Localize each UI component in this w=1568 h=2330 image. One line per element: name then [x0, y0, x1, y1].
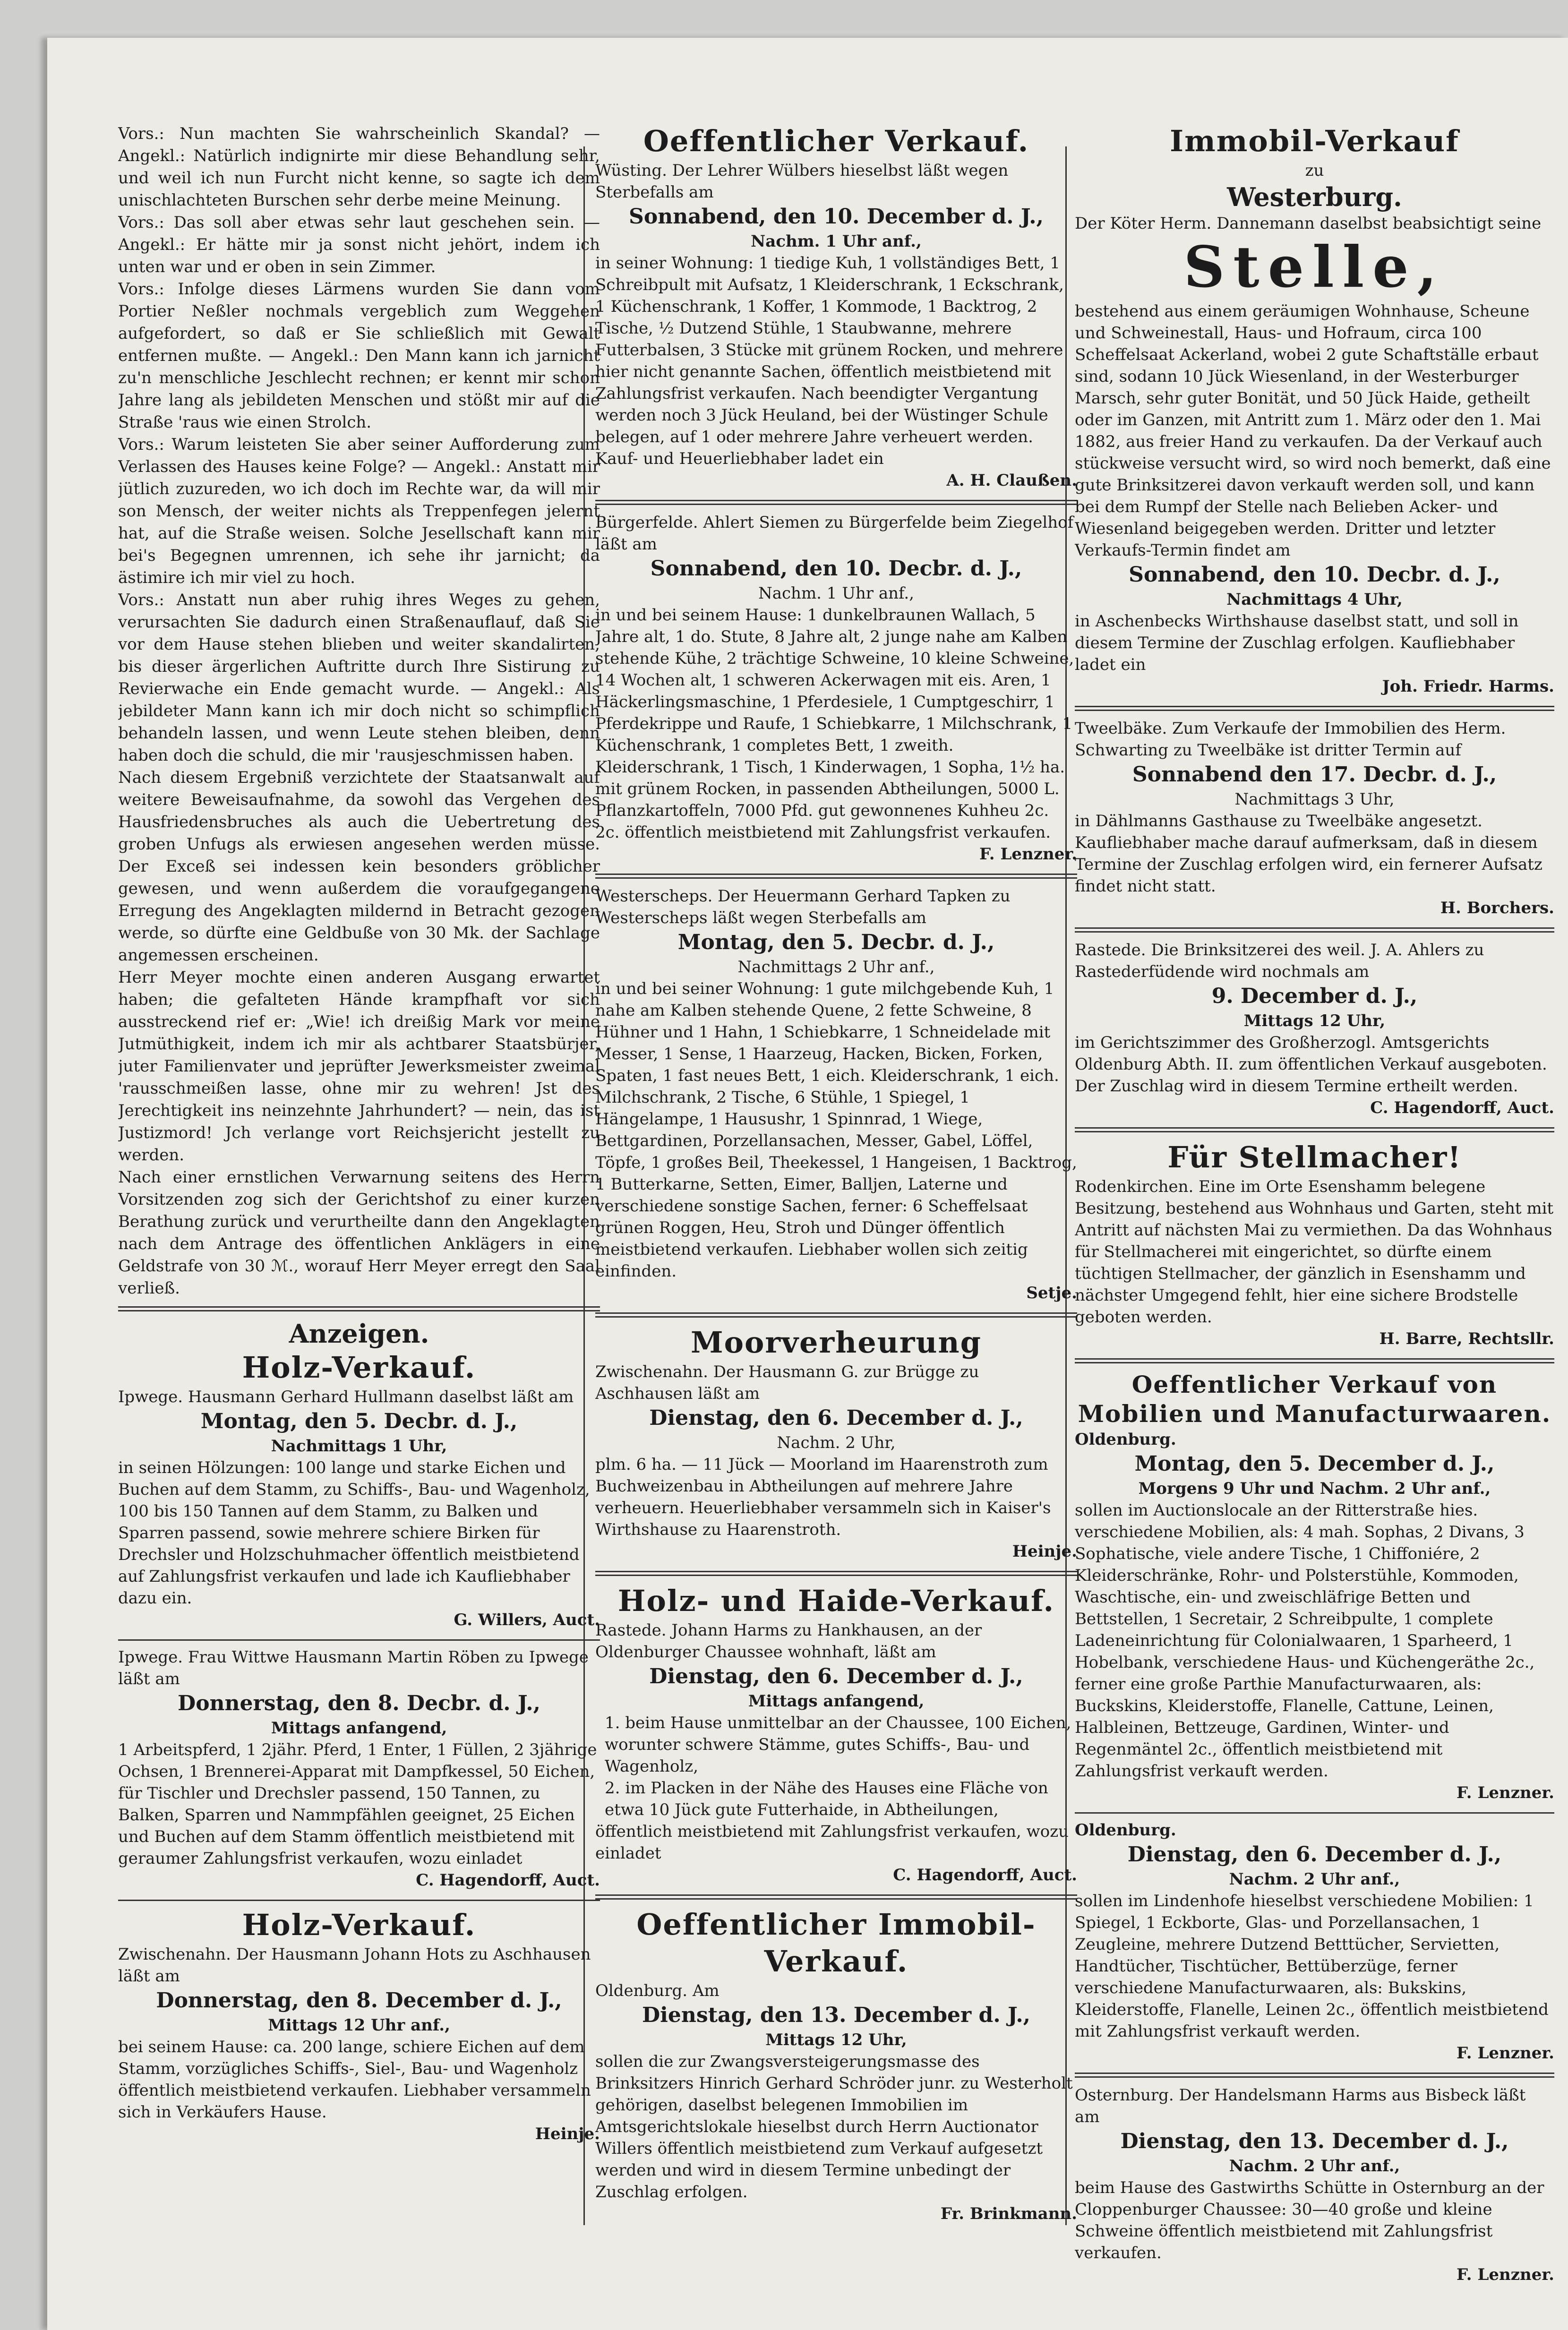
- ad-signature: Joh. Friedr. Harms.: [1382, 677, 1554, 696]
- ad-body: in seinen Hölzungen: 100 lange und starke Eichen und Buchen auf dem Stamm, zu Schiffs-, Bau- und Wagenholz, 100 bis 150 Tannen auf dem Stamm, zu Balken und Sparren passend, sowie mehrere schiere Birken für Drechsler und Holzschuhmacher öffentlich meistbietend auf Zahlungsfrist verkaufen und lade ich Kaufliebhaber dazu ein.: [118, 1458, 590, 1608]
- column-left: [118, 123, 600, 2153]
- ad-title: Holz-Verkauf.: [242, 1350, 476, 1385]
- ad-intro: Bürgerfelde. Ahlert Siemen zu Bürgerfelde beim Ziegelhof läßt am: [595, 513, 1074, 554]
- advertisement: [1075, 123, 1554, 697]
- court-paragraph: Nach diesem Ergebniß verzichtete der Staatsanwalt auf weitere Beweisaufnahme, da sowohl das Vergehen des Hausfriedensbruches als auch die Uebertretung des groben Unfugs als erwiesen angesehen werden müsse. Der Exceß sei indessen kein besonders gröblicher gewesen, und wenn außerdem die voraufgegangene Erregung des Angeklagten mildernd in Betracht gezogen werde, so dürfte eine Geldbuße von 30 Mk. der Sachlage angemessen erscheinen.: [118, 768, 600, 965]
- ad-divider: [1075, 706, 1554, 711]
- ad-body: öffentlich meistbietend mit Zahlungsfrist verkaufen, wozu einladet: [595, 1822, 1069, 1863]
- ad-signature: G. Willers, Auct.: [454, 1610, 600, 1629]
- advertisement: [595, 512, 1077, 865]
- section-heading-anzeigen: Anzeigen.: [289, 1319, 429, 1349]
- ad-intro: Ipwege. Frau Wittwe Hausmann Martin Röben zu Ipwege läßt am: [118, 1648, 589, 1688]
- ad-body: in und bei seinem Hause: 1 dunkelbraunen Wallach, 5 Jahre alt, 1 do. Stute, 8 Jahre alt, 2 junge nahe am Kalben stehende Kühe, 2 trächtige Schweine, 10 kleine Schweine, 14 Wochen alt, 1 schweren Ackerwagen mit eis. Aren, 1 Häckerlingsmaschine, 1 Pferdesiele, 1 Cumptgeschirr, 1 Pferdekrippe und Raufe, 1 Schiebkarre, 1 Milchschrank, 1 Küchenschrank, 1 completes Bett, 1 zweith. Kleiderschrank, 1 Tisch, 1 Kinderwagen, 1 Sopha, 1½ ha. mit grünem Rocken, in passenden Abtheilungen, 5000 L. Pflanzkartoffeln, 7000 Pfd. gut gewonnenes Kuhheu 2c. 2c. öffentlich meistbietend mit Zahlungsfrist verkaufen.: [595, 606, 1074, 842]
- ad-time: Nachmittags 3 Uhr,: [1234, 790, 1395, 809]
- newspaper-page: [47, 38, 1568, 2330]
- ad-time: Morgens 9 Uhr und Nachm. 2 Uhr anf.,: [1138, 1479, 1491, 1498]
- ad-signature: H. Barre, Rechtsllr.: [1379, 1329, 1554, 1348]
- advertisement: [595, 123, 1077, 491]
- ad-intro: Oldenburg.: [1075, 1821, 1176, 1840]
- ad-intro: Ipwege. Hausmann Gerhard Hullmann daselbst läßt am: [118, 1388, 574, 1406]
- ad-date: Sonnabend, den 10. Decbr. d. J.,: [650, 557, 1022, 581]
- ad-divider: [595, 1571, 1077, 1576]
- ad-divider: [1075, 1127, 1554, 1132]
- ad-date: 9. December d. J.,: [1211, 984, 1418, 1008]
- ad-body: in Dählmanns Gasthause zu Tweelbäke angesetzt. Kaufliebhaber mache darauf aufmerksam, daß in diesem Termine der Zuschlag erfolgen wird, ein fernerer Aufsatz findet nicht statt.: [1075, 812, 1542, 896]
- advertisement: [1075, 1139, 1554, 1350]
- court-paragraph: Vors.: Das soll aber etwas sehr laut geschehen sein. — Angekl.: Er hätte mir ja sonst nicht jehört, indem ich unten war und er oben in sein Zimmer.: [118, 213, 600, 276]
- ad-intro: Wüsting. Der Lehrer Wülbers hieselbst läßt wegen Sterbefalls am: [595, 161, 1009, 202]
- ad-divider: [118, 1900, 600, 1901]
- ad-time: Nachm. 1 Uhr anf.,: [751, 232, 922, 251]
- ad-signature: A. H. Claußen.: [946, 471, 1077, 490]
- ad-time: Nachm. 2 Uhr anf.,: [1229, 1870, 1400, 1889]
- ad-intro: Zwischenahn. Der Hausmann Johann Hots zu Aschhausen läßt am: [118, 1945, 591, 1986]
- ad-date: Sonnabend, den 10. Decbr. d. J.,: [1129, 563, 1500, 587]
- ad-signature: Setje.: [1026, 1284, 1077, 1302]
- ad-body: 1 Arbeitspferd, 1 2jähr. Pferd, 1 Enter, 1 Füllen, 2 3jährige Ochsen, 1 Brennerei-Apparat mit Dampfkessel, 50 Eichen, für Tischler und Drechsler passend, 150 Tannen, zu Balken, Sparren und Nammpfählen geeignet, 25 Eichen und Buchen auf dem Stamm öffentlich meistbietend mit geraumer Zahlungsfrist verkaufen, wozu einladet: [118, 1740, 597, 1868]
- ad-intro: Oldenburg.: [1075, 1430, 1176, 1449]
- court-paragraph: Nach einer ernstlichen Verwarnung seitens des Herrn Vorsitzenden zog sich der Gerichtshof zu einer kurzen Berathung zurück und verurtheilte dann den Angeklagten nach dem Antrage des öffentlichen Anklägers in eine Geldstrafe von 30 ℳ., worauf Herr Meyer erregt den Saal verließ.: [118, 1168, 600, 1298]
- ad-signature: F. Lenzner.: [1457, 2044, 1554, 2063]
- ad-signature: C. Hagendorff, Auct.: [893, 1866, 1077, 1885]
- ad-divider: [595, 500, 1077, 505]
- ad-time: Mittags 12 Uhr,: [1243, 1011, 1386, 1030]
- ad-intro: Der Köter Herm. Dannemann daselbst beabsichtigt seine: [1075, 214, 1542, 233]
- ad-body: in und bei seiner Wohnung: 1 gute milchgebende Kuh, 1 nahe am Kalben stehende Quene, 2 fette Schweine, 8 Hühner und 1 Hahn, 1 Schiebkarre, 1 Schneidelade mit Messer, 1 Sense, 1 Haarzeug, Hacken, Bicken, Forken, Spaten, 1 fast neues Bett, 1 eich. Kleiderschrank, 1 eich. Milchschrank, 2 Tische, 6 Stühle, 1 Spiegel, 1 Hängelampe, 1 Hausushr, 1 Spinnrad, 1 Wiege, Bettgardinen, Porzellansachen, Messer, Gabel, Löffel, Töpfe, 1 großes Beil, Theekessel, 1 Hangeisen, 1 Backtrog, 1 Butterkarne, Setten, Eimer, Balljen, Laterne und verschiedene sonstige Sachen, ferner: 6 Scheffelsaat grünen Roggen, Heu, Stroh und Dünger öffentlich meistbietend verkaufen. Liebhaber wollen sich zeitig einfinden.: [595, 979, 1077, 1281]
- ad-intro: Tweelbäke. Zum Verkaufe der Immobilien des Herm. Schwarting zu Tweelbäke ist dritter Termin auf: [1075, 719, 1506, 760]
- ad-signature: F. Lenzner.: [1457, 1783, 1554, 1802]
- court-paragraph: Vors.: Anstatt nun aber ruhig ihres Weges zu gehen, verursachten Sie dadurch einen Straßenauflauf, daß Sie vor dem Hause stehen blieben und weiter skandalirten, bis dieser ärgerlichen Auftritte durch Ihre Sistirung zu Revierwache ein Ende gemacht wurde. — Angekl.: Als jebildeter Mann kann ich mir doch nicht so schimpflich behandeln lassen, und wenn Leute stehen bleiben, denn haben doch die schuld, die mir 'rausjeschmissen haben.: [118, 591, 600, 765]
- ad-intro: Zwischenahn. Der Hausmann G. zur Brügge zu Aschhausen läßt am: [595, 1362, 979, 1403]
- ad-time: Mittags 12 Uhr,: [765, 2030, 907, 2049]
- ad-signature: F. Lenzner.: [979, 845, 1077, 864]
- ad-body: plm. 6 ha. — 11 Jück — Moorland im Haarenstroth zum Buchweizenbau in Abtheilungen auf mehrere Jahre verheuern. Heuerliebhaber versammeln sich in Kaiser's Wirthshause zu Haarenstroth.: [595, 1455, 1051, 1539]
- advertisement: [595, 1324, 1077, 1562]
- ad-date: Sonnabend den 17. Decbr. d. J.,: [1132, 762, 1497, 787]
- advertisement: [1075, 1819, 1554, 2064]
- ad-time: Mittags anfangend,: [748, 1692, 925, 1711]
- ad-signature: H. Borchers.: [1440, 899, 1554, 917]
- ad-date: Dienstag, den 6. December d. J.,: [649, 1406, 1023, 1430]
- ad-body: im Gerichtszimmer des Großherzogl. Amtsgerichts Oldenburg Abth. II. zum öffentlichen Verkauf ausgeboten. Der Zuschlag wird in diesem Termine ertheilt werden.: [1075, 1033, 1547, 1096]
- ad-title: Oeffentlicher Immobil-Verkauf.: [636, 1907, 1036, 1979]
- court-paragraph: Vors.: Warum leisteten Sie aber seiner Aufforderung zum Verlassen des Hauses keine Folge? — Angekl.: Anstatt mir jütlich zuzureden, wo ich doch im Rechte war, da will mir son Mensch, der weiter nichts als Treppenfegen jelernt hat, auf die Straße weisen. Solche Jesellschaft kann mir bei's Begegnen umrennen, ich sehe ihr jarnicht; da ästimire ich mir viel zu hoch.: [118, 435, 600, 587]
- ad-body: in seiner Wohnung: 1 tiedige Kuh, 1 vollständiges Bett, 1 Schreibpult mit Aufsatz, 1 Kleiderschrank, 1 Eckschrank, 1 Küchenschrank, 1 Koffer, 1 Kommode, 1 Backtrog, 2 Tische, ½ Dutzend Stühle, 1 Staubwanne, mehrere Futterbalsen, 3 Stücke mit grünem Rocken, und mehrere hier nicht genannte Sachen, öffentlich meistbietend mit Zahlungsfrist verkaufen. Nach beendigter Vergantung werden noch 3 Jück Heuland, bei der Wüstinger Schule belegen, auf 1 oder mehrere Jahre verheuert werden. Kauf- und Heuerliebhaber ladet ein: [595, 254, 1064, 468]
- ad-date: Dienstag, den 13. December d. J.,: [642, 2003, 1030, 2027]
- ad-date: Sonnabend, den 10. December d. J.,: [629, 205, 1044, 229]
- ad-date: Montag, den 5. Decbr. d. J.,: [677, 930, 995, 954]
- ad-big-word: Stelle,: [1183, 234, 1446, 300]
- ad-title: Holz- und Haide-Verkauf.: [617, 1584, 1055, 1618]
- ad-divider: [595, 1312, 1077, 1318]
- ad-body: sollen im Auctionslocale an der Ritterstraße hies. verschiedene Mobilien, als: 4 mah. Sophas, 2 Divans, 3 Sophatische, viele andere Tische, 1 Chiffoniére, 2 Kleiderschränke, Rohr- und Polsterstühle, Kommoden, Waschtische, ein- und zweischläfrige Betten und Bettstellen, 1 Secretair, 2 Schreibpulte, 1 complete Ladeneinrichtung für Colonialwaaren, 1 Sparheerd, 1 Hobelbank, verschiedene Haus- und Küchengeräthe 2c., ferner eine große Parthie Manufacturwaaren, als: Buckskins, Kleiderstoffe, Flanelle, Cattune, Leinen, Halbleinen, Bettzeuge, Gardinen, Winter- und Regenmäntel 2c., öffentlich meistbietend mit Zahlungsfrist verkauft werden.: [1075, 1501, 1535, 1781]
- advertisement: [1075, 2084, 1554, 2286]
- court-paragraph: Vors.: Nun machten Sie wahrscheinlich Skandal? — Angekl.: Natürlich indignirte mir diese Behandlung sehr, und weil ich nun Furcht nicht kenne, so sagte ich dem unischlachteten Burschen sehr derbe meine Meinung.: [118, 124, 600, 210]
- column-middle: [595, 123, 1077, 2233]
- advertisement: [595, 885, 1077, 1304]
- ad-intro: Rastede. Die Brinksitzerei des weil. J. A. Ahlers zu Rastederfüdende wird nochmals am: [1075, 941, 1484, 981]
- ad-signature: C. Hagendorff, Auct.: [416, 1871, 600, 1890]
- ad-body: in Aschenbecks Wirthshause daselbst statt, und soll in diesem Termine der Zuschlag erfolgen. Kaufliebhaber ladet ein: [1075, 612, 1519, 674]
- ad-intro: Westerscheps. Der Heuermann Gerhard Tapken zu Westerscheps läßt wegen Sterbefalls am: [595, 887, 1011, 927]
- ad-divider: [1075, 1812, 1554, 1814]
- ad-time: Nachm. 2 Uhr anf.,: [1229, 2157, 1400, 2176]
- ad-date: Montag, den 5. Decbr. d. J.,: [200, 1409, 518, 1433]
- ad-intro: Oldenburg. Am: [595, 1981, 720, 2000]
- ad-divider: [118, 1639, 600, 1641]
- ad-intro: Osternburg. Der Handelsmann Harms aus Bisbeck läßt am: [1075, 2086, 1526, 2126]
- ad-subtitle: zu: [1305, 161, 1324, 180]
- ad-divider: [1075, 2073, 1554, 2078]
- ad-title: Moorverheurung: [691, 1325, 982, 1360]
- ad-time: Nachm. 1 Uhr anf.,: [758, 584, 915, 603]
- ad-place: Westerburg.: [1227, 182, 1402, 212]
- advertisement: [1075, 1370, 1554, 1804]
- ad-date: Dienstag, den 13. December d. J.,: [1120, 2129, 1509, 2153]
- ad-body: bestehend aus einem geräumigen Wohnhause, Scheune und Schweinestall, Haus- und Hofraum, circa 100 Scheffelsaat Ackerland, wobei 2 gute Schaftställe erbaut sind, sodann 10 Jück Wiesenland, in der Westerburger Marsch, sehr guter Bonität, und 50 Jück Haide, getheilt oder im Ganzen, mit Antritt zum 1. März oder den 1. Mai 1882, aus freier Hand zu verkaufen. Da der Verkauf auch stückweise versucht wird, so wird noch bemerkt, daß eine gute Brinksitzerei davon verkauft werden soll, und kann bei dem Rumpf der Stelle nach Belieben Acker- und Wiesenland beigegeben werden. Dritter und letzter Verkaufs-Termin findet am: [1075, 302, 1551, 560]
- ad-body: sollen die zur Zwangsversteigerungsmasse des Brinksitzers Hinrich Gerhard Schröder junr. zu Westerholt gehörigen, daselbst belegenen Immobilien im Amtsgerichtslokale hieselbst durch Herrn Auctionator Willers öffentlich meistbietend zum Verkauf aufgesetzt werden und wird in diesem Termine unbedingt der Zuschlag erfolgen.: [595, 2052, 1073, 2202]
- advertisement: [118, 1907, 600, 2145]
- ad-body: beim Hause des Gastwirths Schütte in Osternburg an der Cloppenburger Chaussee: 30—40 große und kleine Schweine öffentlich meistbietend mit Zahlungsfrist verkaufen.: [1075, 2178, 1544, 2262]
- ad-signature: F. Lenzner.: [1457, 2265, 1554, 2284]
- ad-signature: Heinje.: [535, 2124, 600, 2143]
- ad-divider: [595, 874, 1077, 879]
- ad-date: Dienstag, den 6. December d. J.,: [649, 1664, 1023, 1688]
- ad-list-item: 1. beim Hause unmittelbar an der Chaussee, 100 Eichen, worunter schwere Stämme, gutes Schiffs-, Bau- und Wagenholz,: [605, 1713, 1071, 1776]
- court-paragraph: Herr Meyer mochte einen anderen Ausgang erwartet haben; die gefalteten Hände krampfhaft vor sich ausstreckend rief er: „Wie! ich dreißig Mark vor meine Jutmüthigkeit, indem ich mir als achtbarer Staatsbürjer, juter Familienvater und jeprüfter Jewerksmeister zweimal 'rausschmeißen lasse, ohne mir zu wehren! Jst des Jerechtigkeit ins neinzehnte Jahrhundert? — nein, das ist Justizmord! Jch verlange vort Reichsjericht jestellt zu werden.: [118, 968, 600, 1165]
- ad-signature: C. Hagendorff, Auct.: [1370, 1098, 1554, 1117]
- ad-body: bei seinem Hause: ca. 200 lange, schiere Eichen auf dem Stamm, vorzügliches Schiffs-, Siel-, Bau- und Wagenholz öffentlich meistbietend verkaufen. Liebhaber versammeln sich in Verkäufers Hause.: [118, 2038, 591, 2122]
- ad-time: Mittags anfangend,: [271, 1719, 447, 1738]
- section-divider: [118, 1306, 600, 1311]
- ad-title: Oeffentlicher Verkauf.: [643, 124, 1029, 158]
- ad-time: Nachmittags 2 Uhr anf.,: [737, 958, 935, 977]
- ad-date: Dienstag, den 6. December d. J.,: [1127, 1842, 1502, 1867]
- ad-title: Für Stellmacher!: [1167, 1140, 1462, 1174]
- ad-time: Nachmittags 4 Uhr,: [1226, 590, 1403, 609]
- ad-list-item: 2. im Placken in der Nähe des Hauses eine Fläche von etwa 10 Jück gute Futterhaide, in Abtheilungen,: [605, 1779, 1048, 1819]
- advertisement: [595, 1583, 1077, 1886]
- ad-title: Holz-Verkauf.: [242, 1908, 476, 1942]
- ad-date: Donnerstag, den 8. December d. J.,: [156, 1988, 562, 2013]
- advertisement: [595, 1906, 1077, 2225]
- court-paragraph: Vors.: Infolge dieses Lärmens wurden Sie dann vom Portier Neßler nochmals vergeblich zum Weggehen aufgefordert, so daß er Sie schließlich mit Gewalt entfernen mußte. — Angekl.: Den Mann kann ich jarnicht zu'n menschliche Jeschlecht rechnen; er kennt mir schon Jahre lang als jebildeten Menschen und stößt mir auf die Straße 'raus wie einen Strolch.: [118, 280, 600, 432]
- advertisement: [1075, 939, 1554, 1119]
- ad-signature: Heinje.: [1012, 1542, 1077, 1561]
- advertisement: [118, 1646, 600, 1891]
- advertisement: [118, 1349, 600, 1631]
- ad-time: Mittags 12 Uhr anf.,: [268, 2016, 450, 2035]
- ad-title: Immobil-Verkauf: [1170, 124, 1459, 158]
- ad-date: Donnerstag, den 8. Decbr. d. J.,: [178, 1691, 540, 1715]
- ad-intro: Rastede. Johann Harms zu Hankhausen, an der Oldenburger Chaussee wohnhaft, läßt am: [595, 1621, 982, 1662]
- ad-body: Rodenkirchen. Eine im Orte Esenshamm belegene Besitzung, bestehend aus Wohnhaus und Garten, steht mit Antritt auf nächsten Mai zu vermiethen. Da das Wohnhaus für Stellmacherei mit eingerichtet, so dürfte einem tüchtigen Stellmacher, der gänzlich in Esenshamm und nächster Umgegend fehlt, hier eine sichere Brodstelle geboten werden.: [1075, 1177, 1554, 1327]
- ad-signature: Fr. Brinkmann.: [940, 2204, 1077, 2223]
- ad-divider: [1075, 1358, 1554, 1363]
- ad-time: Nachmittags 1 Uhr,: [271, 1437, 447, 1456]
- column-right: [1075, 123, 1554, 2294]
- advertisement: [1075, 718, 1554, 919]
- ad-date: Montag, den 5. December d. J.,: [1134, 1452, 1495, 1476]
- ad-body: sollen im Lindenhofe hieselbst verschiedene Mobilien: 1 Spiegel, 1 Eckborte, Glas- und Porzellansachen, 1 Zeugleine, mehrere Dutzend Betttücher, Servietten, Handtücher, Tischtücher, Bettüberzüge, ferner verschiedene Manufacturwaaren, als: Bukskins, Kleiderstoffe, Flanelle, Leinen 2c., öffentlich meistbietend mit Zahlungsfrist verkauft werden.: [1075, 1892, 1549, 2041]
- ad-title: Oeffentlicher Verkauf von Mobilien und Manufacturwaaren.: [1078, 1371, 1551, 1428]
- ad-divider: [1075, 927, 1554, 933]
- ad-divider: [595, 1894, 1077, 1900]
- ad-time: Nachm. 2 Uhr,: [777, 1433, 896, 1452]
